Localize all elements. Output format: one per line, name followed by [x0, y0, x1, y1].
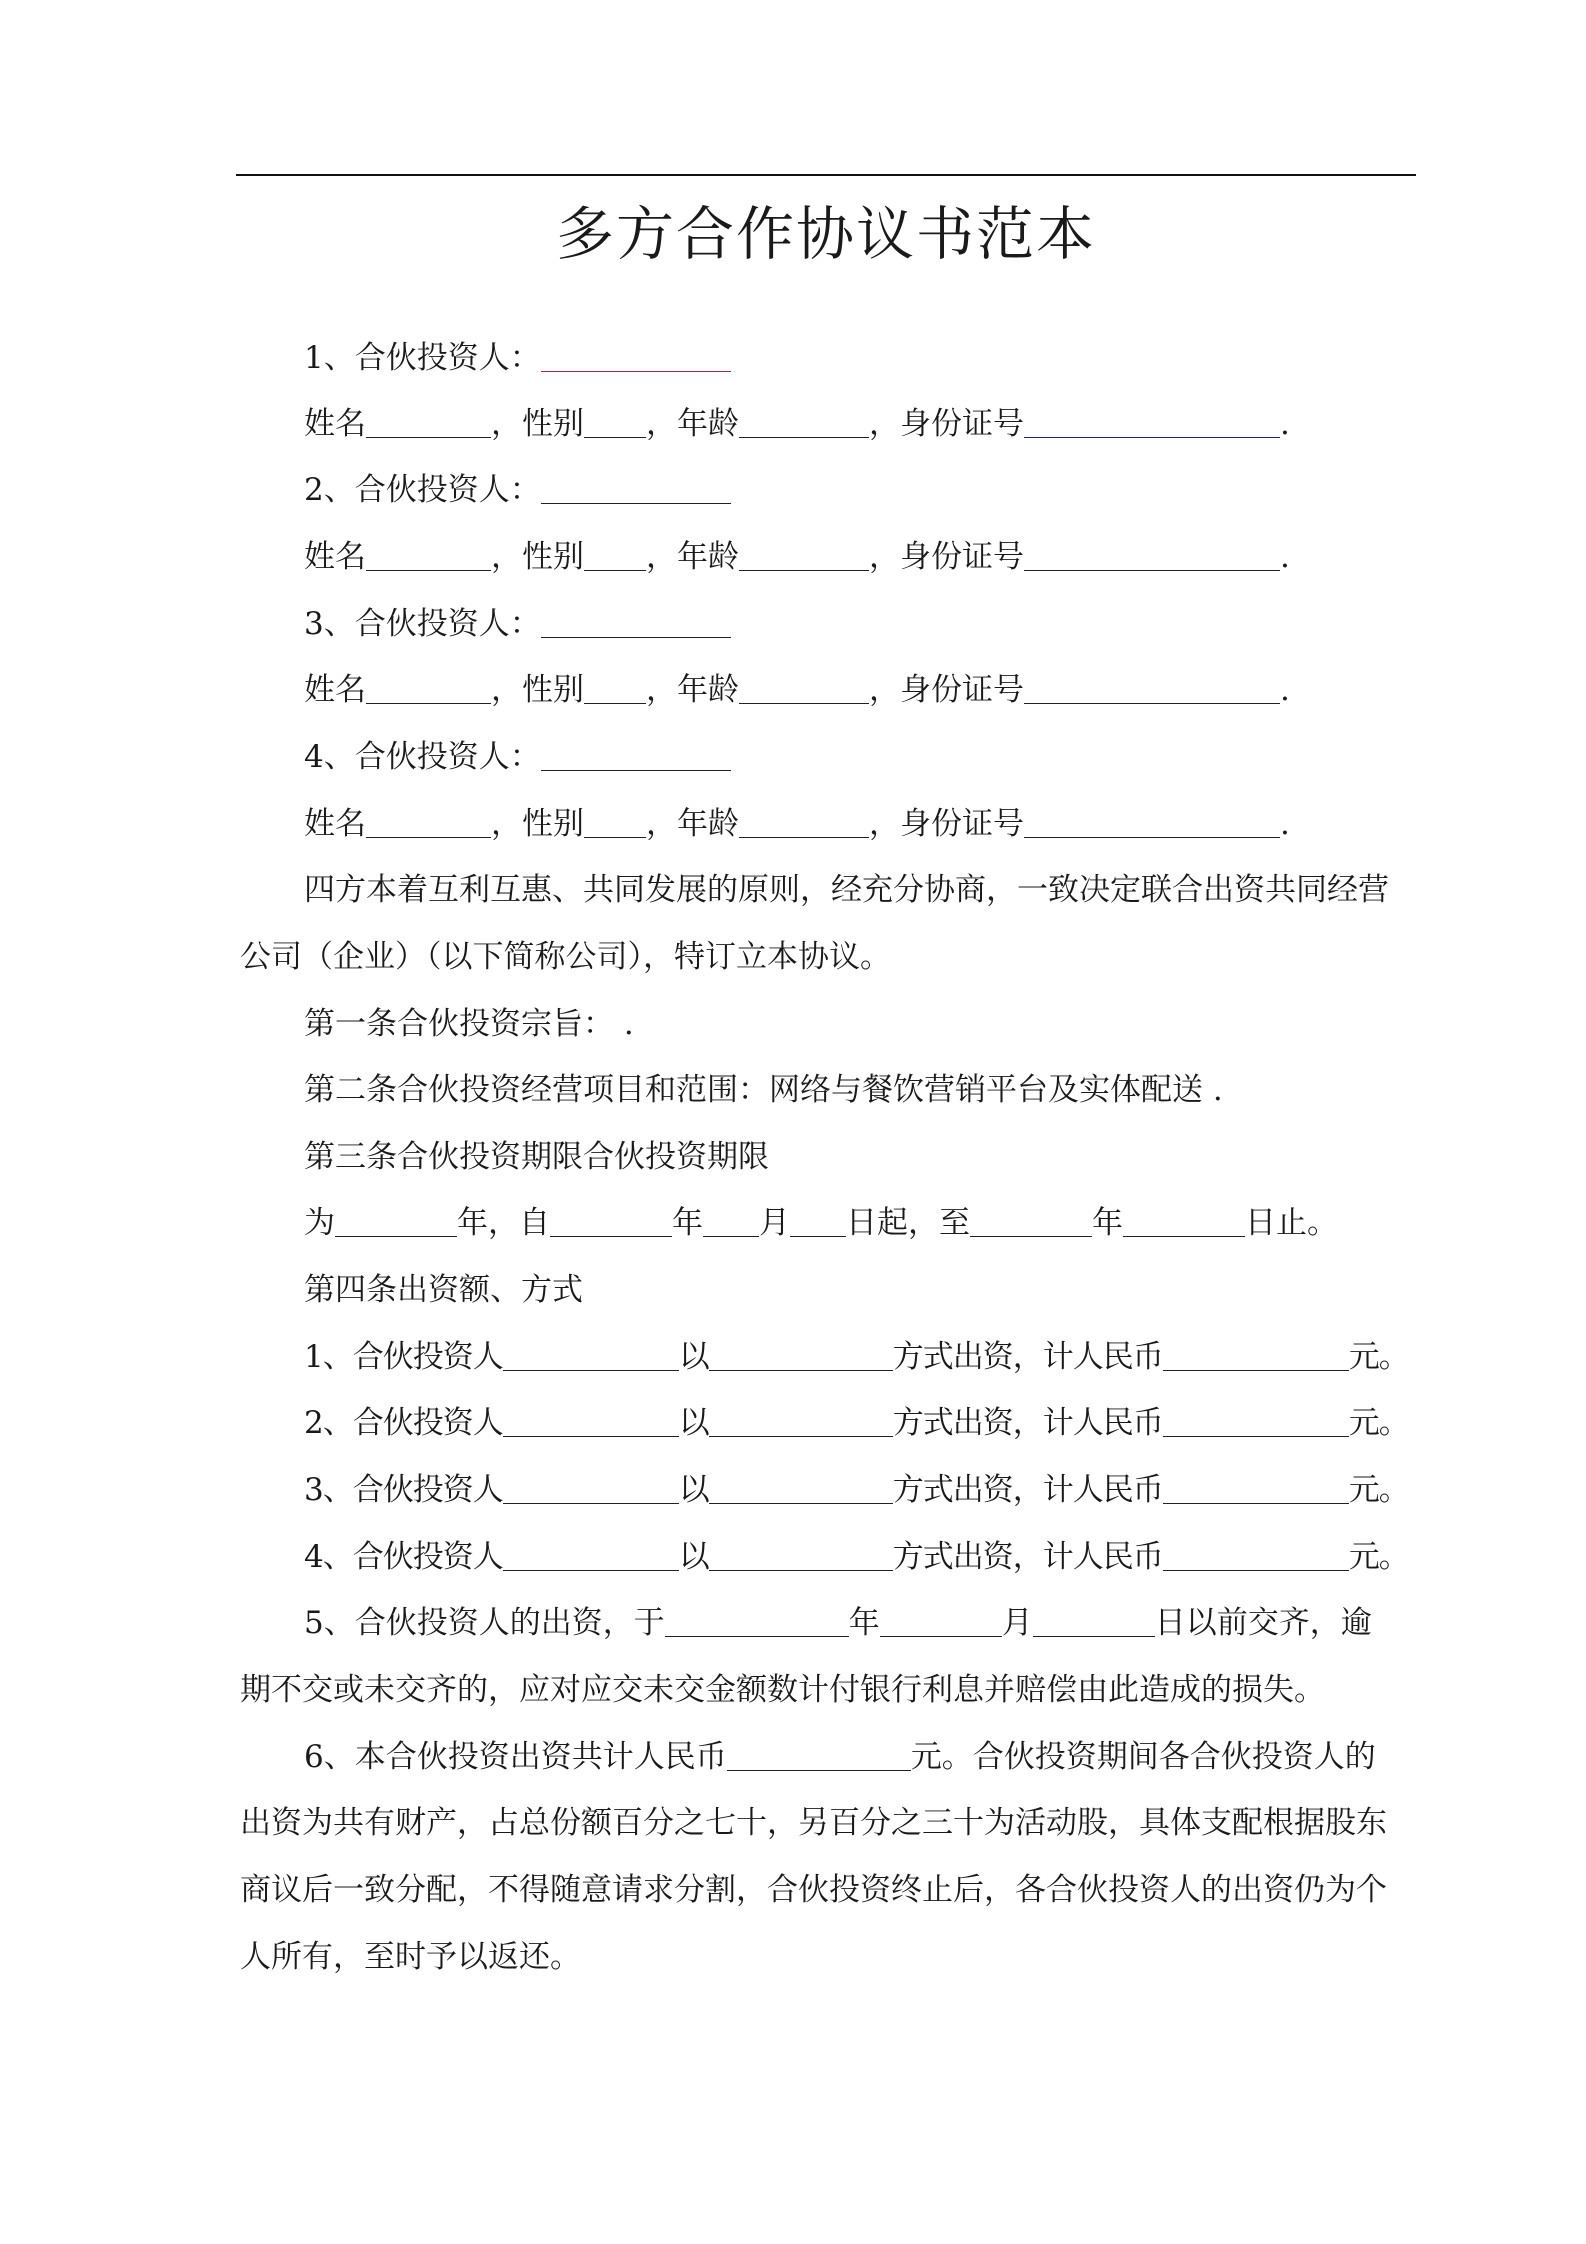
contribution-3: 3、合伙投资人 以 方式出资，计人民币 元。	[304, 1472, 1409, 1508]
investor-1-fields: 姓名 ，性别 ，年龄 ，身份证号 .	[304, 406, 1290, 442]
item-6-line-3: 商议后一致分配，不得随意请求分割，合伙投资终止后，各合伙投资人的出资仍为个	[240, 1872, 1387, 1908]
investor-2-heading: 2、合伙投资人：	[304, 468, 731, 512]
intro-line-1: 四方本着互利互惠、共同发展的原则，经充分协商，一致决定联合出资共同经营	[304, 872, 1389, 908]
investor-1-heading: 1、合伙投资人：	[304, 336, 731, 380]
investor-3-heading: 3、合伙投资人：	[304, 602, 731, 646]
article-4: 第四条出资额、方式	[304, 1272, 583, 1308]
item-6-line-1: 6、本合伙投资出资共计人民币 元。合伙投资期间各合伙投资人的	[304, 1739, 1376, 1775]
contribution-2: 2、合伙投资人 以 方式出资，计人民币 元。	[304, 1405, 1409, 1441]
item-6-line-4: 人所有，至时予以返还。	[240, 1939, 581, 1975]
article-2: 第二条合伙投资经营项目和范围：网络与餐饮营销平台及实体配送 .	[304, 1072, 1223, 1108]
investor-2-fields: 姓名 ，性别 ，年龄 ，身份证号 .	[304, 539, 1290, 575]
item-5-line-2: 期不交或未交齐的，应对应交未交金额数计付银行利息并赔偿由此造成的损失。	[240, 1672, 1325, 1708]
item-5-line-1: 5、合伙投资人的出资，于 年 月 日以前交齐，逾	[304, 1605, 1372, 1641]
page-title: 多方合作协议书范本	[555, 200, 1096, 268]
contribution-4: 4、合伙投资人 以 方式出资，计人民币 元。	[304, 1539, 1409, 1575]
contribution-1: 1、合伙投资人 以 方式出资，计人民币 元。	[304, 1339, 1409, 1375]
intro-line-2: 公司（企业）（以下简称公司），特订立本协议。	[240, 939, 891, 975]
investor-3-fields: 姓名 ，性别 ，年龄 ，身份证号 .	[304, 672, 1290, 708]
article-3: 第三条合伙投资期限合伙投资期限	[304, 1139, 769, 1175]
item-6-line-2: 出资为共有财产，占总份额百分之七十，另百分之三十为活动股，具体支配根据股东	[240, 1805, 1387, 1841]
term-line: 为 年，自 年 月 日起，至 年 日止。	[304, 1205, 1338, 1241]
investor-4-heading: 4、合伙投资人：	[304, 735, 731, 779]
investor-4-fields: 姓名 ，性别 ，年龄 ，身份证号 .	[304, 806, 1290, 842]
article-1: 第一条合伙投资宗旨： .	[304, 1006, 634, 1042]
header-rule	[236, 174, 1416, 176]
